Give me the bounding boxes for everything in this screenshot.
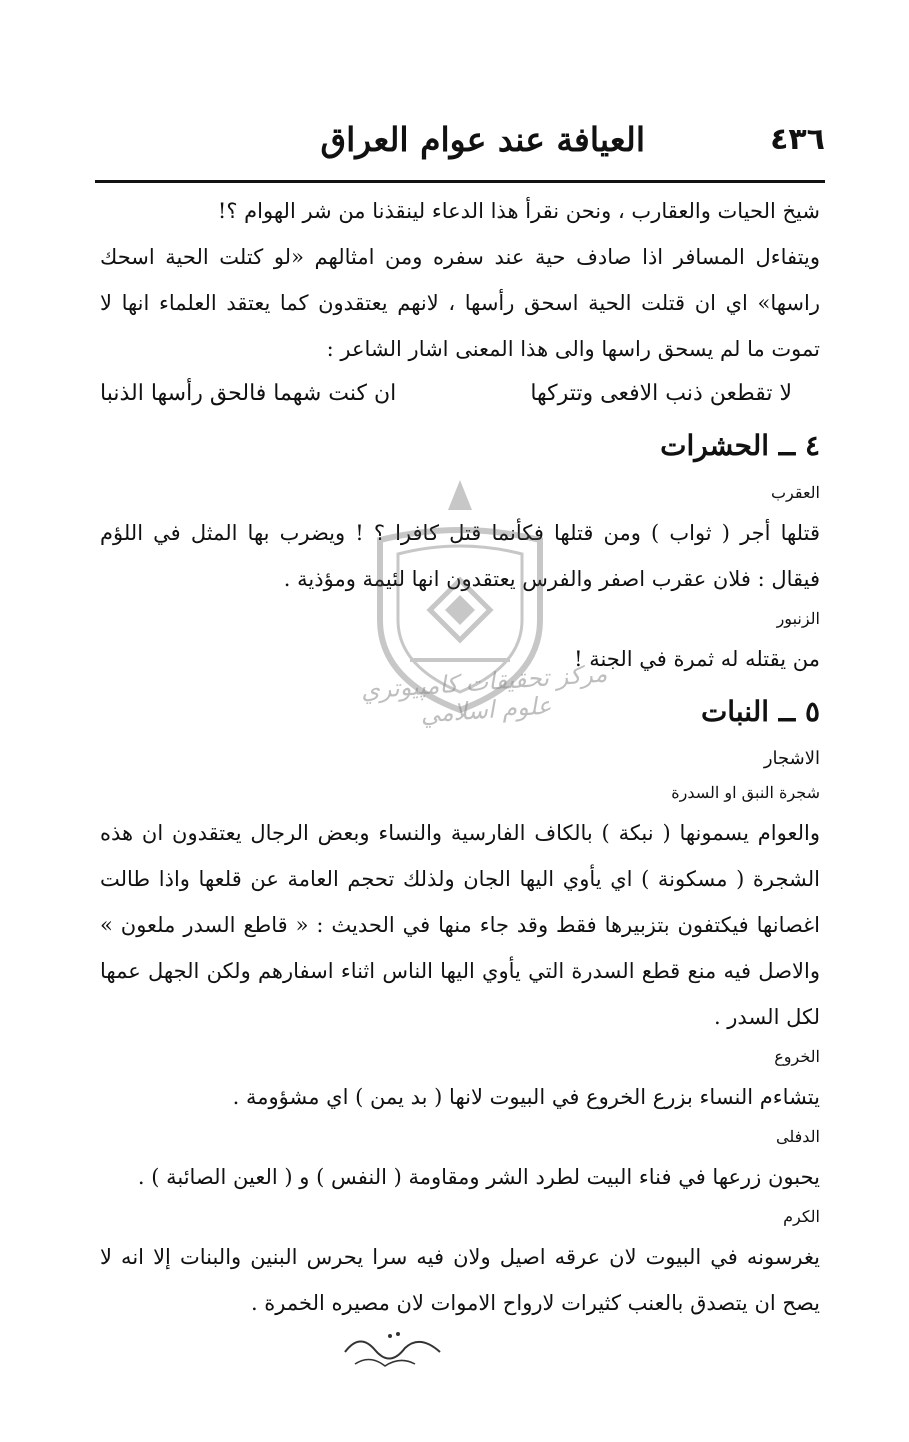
body-text xyxy=(100,188,820,1326)
watermark-text: مركز تحقيقات كامپيوتري علوم اسلامي xyxy=(359,659,609,729)
section-heading-insects: ٤ ــ الحشرات xyxy=(660,429,820,462)
paragraph-dafla: يحبون زرعها في فناء البيت لطرد الشر ومقاومة ( النفس ) و ( العين الصائبة ) . xyxy=(137,1165,820,1189)
verse-hemistich-second: ان كنت شهما فالحق رأسها الذنبا xyxy=(100,381,397,406)
paragraph-karm: يغرسونه في البيوت لان عرقه اصيل ولان فيه سرا يحرس البنين والبنات إلا انه لا يصح ان يتصدق بالعنب كثيرات لارواح الاموات لان مصيره الخمرة . xyxy=(100,1245,820,1315)
page-number: ٤٣٦ xyxy=(770,122,825,157)
subheading-wasp: الزنبور xyxy=(776,609,820,628)
paragraph-kharwa: يتشاءم النساء بزرع الخروع في البيوت لانها ( بد يمن ) اي مشؤومة . xyxy=(232,1085,820,1109)
running-title: العيافة عند عوام العراق xyxy=(320,120,645,159)
subheading-dafla: الدفلى xyxy=(776,1127,820,1146)
paragraph-scorpion: قتلها أجر ( ثواب ) ومن قتلها فكأنما قتل كافرا ؟ ! ويضرب بها المثل في اللؤم فيقال : فلان عقرب اصفر والفرس يعتقدون انها لئيمة ومؤذية . xyxy=(100,521,820,591)
handwritten-mark xyxy=(340,1322,450,1372)
paragraph-nabq: والعوام يسمونها ( نبكة ) بالكاف الفارسية والنساء وبعض الرجال يعتقدون ان هذه الشجرة ( مسكونة ) اي يأوي اليها الجان ولذلك تحجم العامة عن قلعها واذا طالت اغصانها فيكتفون بتزبيرها فقط وقد جاء منها في الحديث : « قاطع السدر ملعون » والاصل فيه منع قطع السدرة التي يأوي اليها الناس اثناء اسفارهم ولكن الجهل عمها لكل السدر . xyxy=(100,821,820,1029)
subheading-trees: الاشجار xyxy=(763,748,820,769)
subheading-scorpion: العقرب xyxy=(770,483,820,502)
subheading-karm: الكرم xyxy=(783,1207,820,1226)
paragraph-intro: شيخ الحيات والعقارب ، ونحن نقرأ هذا الدعاء لينقذنا من شر الهوام ؟! xyxy=(217,199,820,223)
poem-verse xyxy=(100,372,820,416)
paragraph-wasp: من يقتله له ثمرة في الجنة ! xyxy=(574,647,820,671)
section-heading-plants: ٥ ــ النبات xyxy=(700,695,820,728)
page-header xyxy=(95,118,825,178)
subheading-nabq: شجرة النبق او السدرة xyxy=(671,783,820,802)
paragraph-snake: ويتفاءل المسافر اذا صادف حية عند سفره ومن امثالهم «لو كتلت الحية اسحك راسها» اي ان قتلت الحية اسحق رأسها ، لانهم يعتقدون كما يعتقد العلماء انها لا تموت ما لم يسحق راسها والى هذا المعنى اشار الشاعر : xyxy=(100,245,820,361)
header-rule xyxy=(95,180,825,183)
verse-hemistich-first: لا تقطعن ذنب الافعى وتتركها xyxy=(530,381,792,406)
subheading-kharwa: الخروع xyxy=(774,1047,820,1066)
